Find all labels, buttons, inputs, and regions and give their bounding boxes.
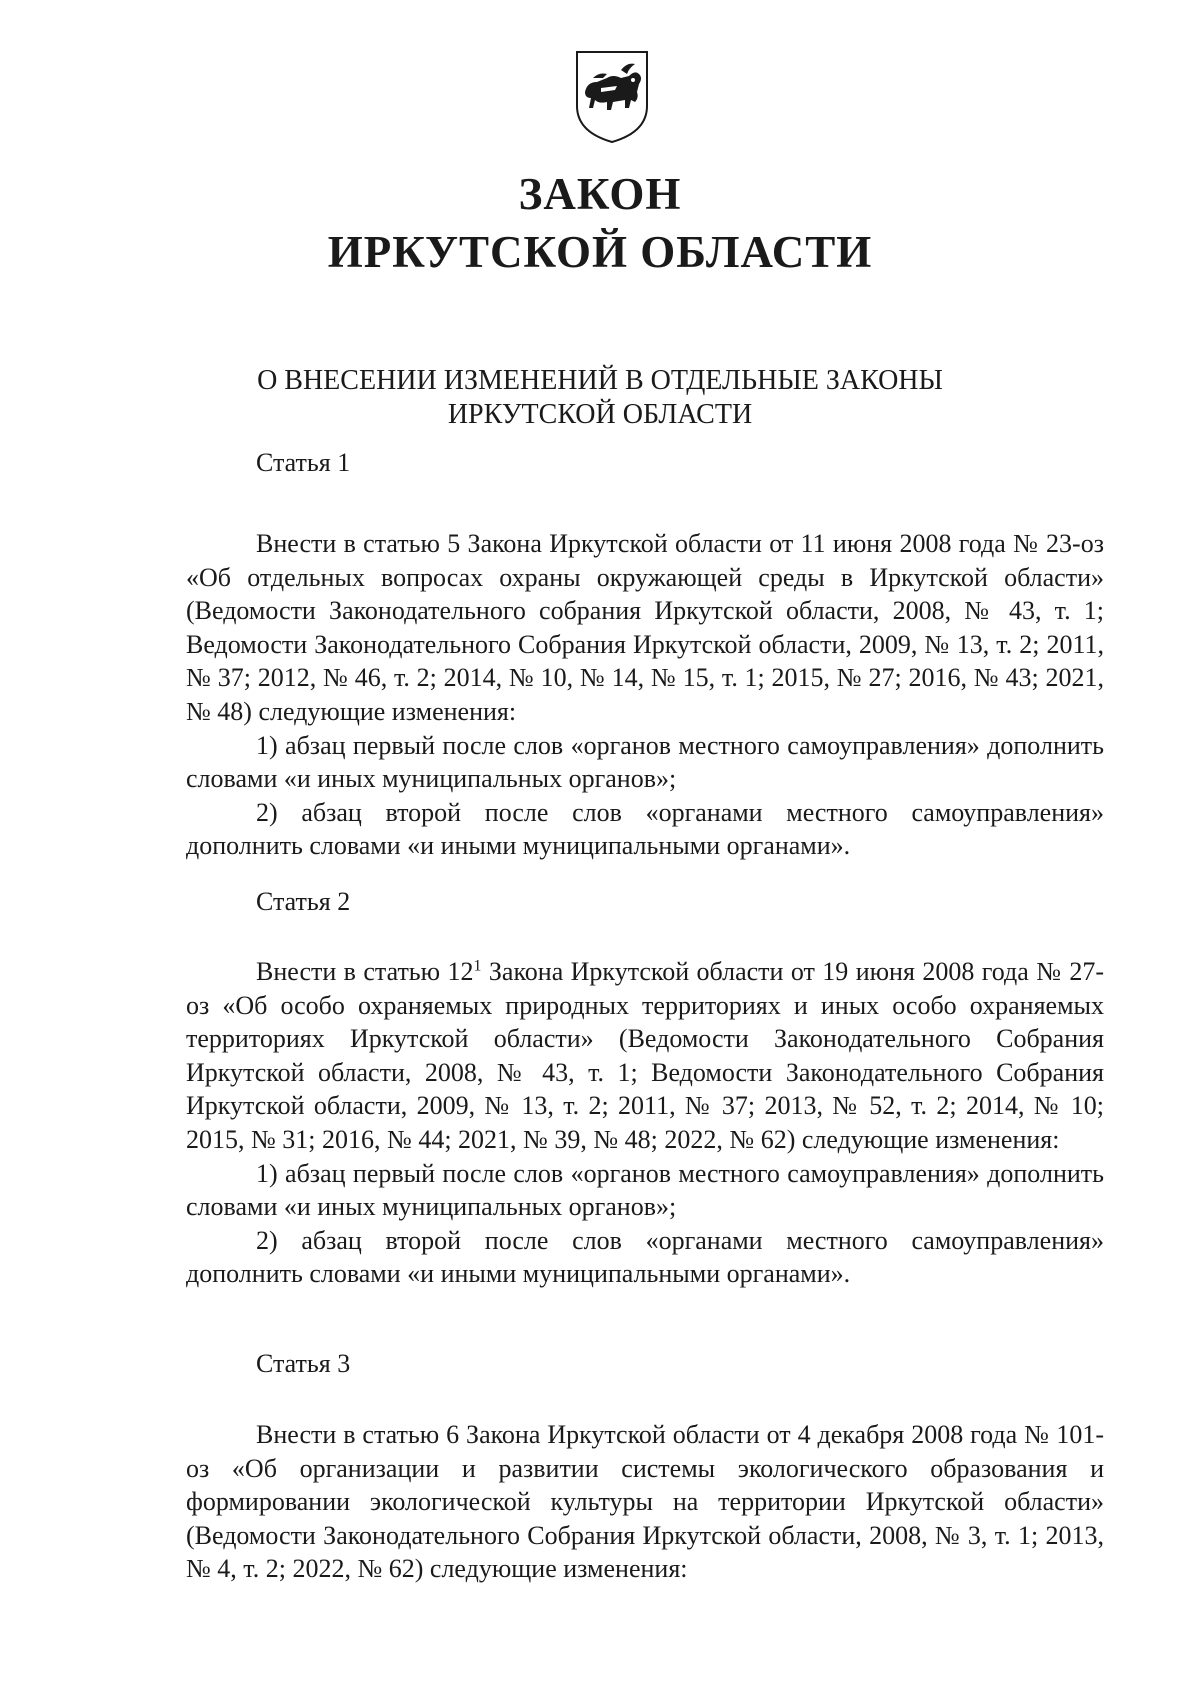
article-3-intro: Внести в статью 6 Закона Иркутской области от 4 декабря 2008 года № 101-оз «Об организации и развитии системы экологического образования и формировании экологической культуры на территории Иркутской области» (Ведомости Законодательного Собрания Иркутской области, 2008, № 3, т. 1; 2013, № 4, т. 2; 2022, № 62) следующие изменения: <box>186 1420 1104 1584</box>
article-1-intro: Внести в статью 5 Закона Иркутской области от 11 июня 2008 года № 23-оз «Об отдельных вопросах охраны окружающей среды в Иркутской области» (Ведомости Законодательного собрания Иркутской области, 2008, № 43, т. 1; Ведомости Законодательного Собрания Иркутской области, 2009, № 13, т. 2; 2011, № 37; 2012, № 46, т. 2; 2014, № 10, № 14, № 15, т. 1; 2015, № 27; 2016, № 43; 2021, № 48) следующие изменения: <box>186 529 1104 726</box>
article-1-heading: Статья 1 <box>256 448 351 477</box>
article-3-body <box>186 1418 1104 1586</box>
article-2-superscript: 1 <box>473 957 482 975</box>
article-1-item-1: 1) абзац первый после слов «органов местного самоуправления» дополнить словами «и иных муниципальных органов»; <box>186 730 1104 794</box>
document-title-region: ИРКУТСКОЙ ОБЛАСТИ <box>327 227 873 277</box>
article-2-intro-rest: Закона Иркутской области от 19 июня 2008 года № 27-оз «Об особо охраняемых природных территориях и иных особо охраняемых территориях Иркутской области» (Ведомости Законодательного Собрания Иркутской области, 2008, № 43, т. 1; Ведомости Законодательного Собрания Иркутской области, 2009, № 13, т. 2; 2011, № 37; 2013, № 52, т. 2; 2014, № 10; 2015, № 31; 2016, № 44; 2021, № 39, № 48; 2022, № 62) следующие изменения: <box>186 957 1104 1154</box>
article-2-intro <box>186 955 1104 1157</box>
article-2-intro-start: Внести в статью 12 <box>256 957 474 986</box>
article-2-item-1: 1) абзац первый после слов «органов местного самоуправления» дополнить словами «и иных муниципальных органов»; <box>186 1158 1104 1222</box>
document-subject: О ВНЕСЕНИИ ИЗМЕНЕНИЙ В ОТДЕЛЬНЫЕ ЗАКОНЫ <box>257 365 943 396</box>
document-title: ЗАКОН <box>518 169 682 219</box>
irkutsk-coat-of-arms-icon <box>573 48 651 146</box>
article-2-body <box>186 955 1104 1291</box>
document-subject-continued: ИРКУТСКОЙ ОБЛАСТИ <box>447 399 753 430</box>
article-1-body <box>186 527 1104 863</box>
article-2-item-2: 2) абзац второй после слов «органами местного самоуправления» дополнить словами «и иными муниципальными органами». <box>186 1225 1104 1289</box>
article-1-item-2: 2) абзац второй после слов «органами местного самоуправления» дополнить словами «и иными муниципальными органами». <box>186 797 1104 861</box>
article-2-heading: Статья 2 <box>256 887 351 916</box>
article-3-heading: Статья 3 <box>256 1349 351 1378</box>
